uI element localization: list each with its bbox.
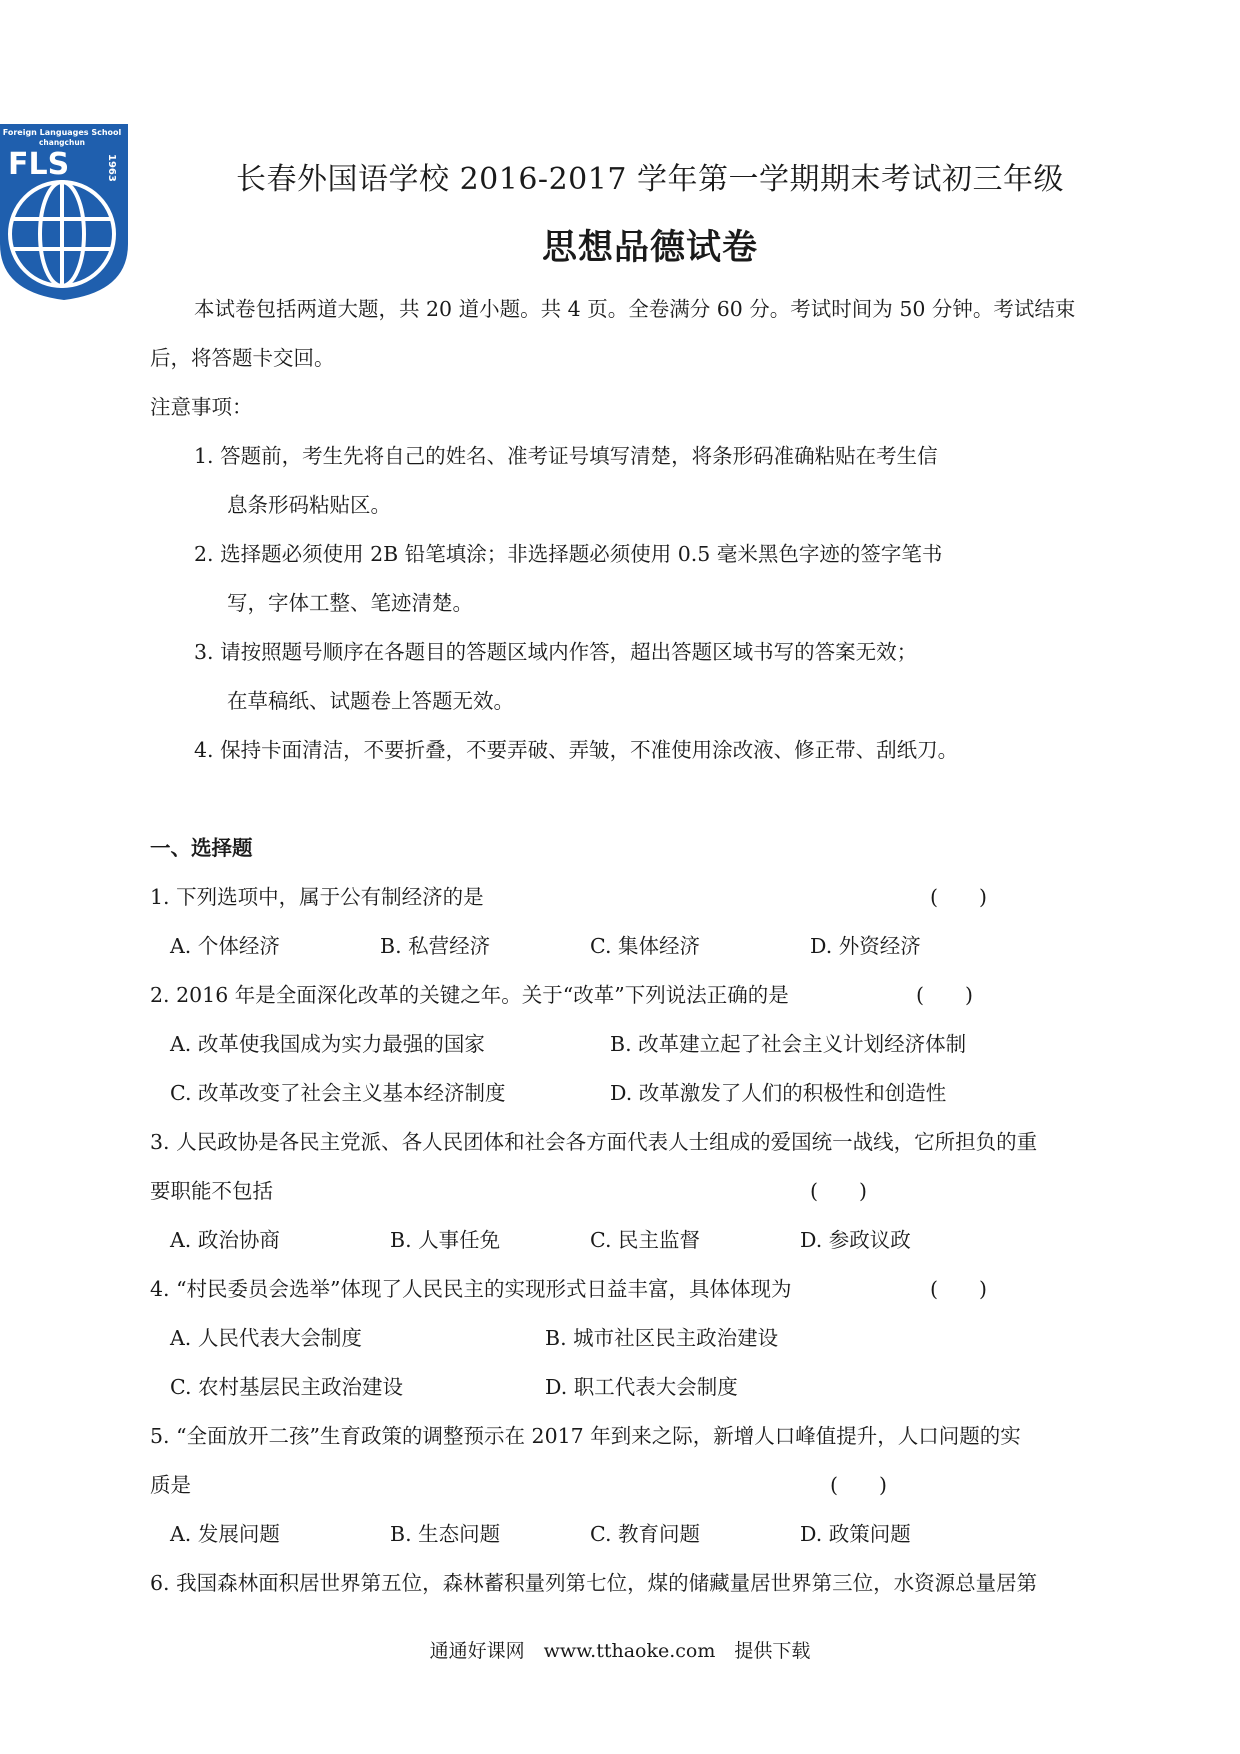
option-b: B. 人事任免 — [390, 1228, 501, 1252]
logo-abbr: FLS — [8, 147, 70, 182]
option-d: D. 改革激发了人们的积极性和创造性 — [610, 1081, 947, 1105]
option-c: C. 集体经济 — [590, 934, 700, 958]
notice-item-2: 2. 选择题必须使用 2B 铅笔填涂；非选择题必须使用 0.5 毫米黑色字迹的签字笔书 — [194, 542, 943, 566]
notice-item-2-cont: 写，字体工整、笔迹清楚。 — [227, 591, 473, 615]
option-d: D. 外资经济 — [810, 934, 921, 958]
answer-paren: ( ) — [930, 1277, 987, 1301]
question-2-options-cd — [150, 1069, 1110, 1118]
logo-city-en: changchun — [38, 138, 86, 147]
notice-heading: 注意事项： — [150, 395, 253, 419]
question-2-options-ab — [150, 1020, 1110, 1069]
question-3-stem-cont: 要职能不包括 ( ) — [150, 1167, 1110, 1216]
option-a: A. 发展问题 — [170, 1522, 280, 1546]
option-d: D. 参政议政 — [800, 1228, 911, 1252]
exam-body — [150, 285, 1110, 1608]
question-2-stem: 2. 2016 年是全面深化改革的关键之年。关于“改革”下列说法正确的是 ( ) — [150, 971, 1110, 1020]
option-c: C. 农村基层民主政治建设 — [170, 1375, 403, 1399]
option-b: B. 改革建立起了社会主义计划经济体制 — [610, 1032, 967, 1056]
question-1-stem: 1. 下列选项中，属于公有制经济的是 ( ) — [150, 873, 1110, 922]
logo-school-en: Foreign Languages School — [2, 128, 122, 137]
notice-item-4: 4. 保持卡面清洁，不要折叠，不要弄破、弄皱，不准使用涂改液、修正带、刮纸刀。 — [194, 738, 959, 762]
section-heading: 一、选择题 — [150, 836, 253, 860]
question-4-options-ab — [150, 1314, 1110, 1363]
intro-line-1: 本试卷包括两道大题，共 20 道小题。共 4 页。全卷满分 60 分。考试时间为 50 分钟。考试结束 — [194, 297, 1076, 321]
notice-item-3: 3. 请按照题号顺序在各题目的答题区域内作答，超出答题区域书写的答案无效； — [194, 640, 918, 664]
question-6-stem: 6. 我国森林面积居世界第五位，森林蓄积量列第七位，煤的储藏量居世界第三位，水资源总量居第 — [150, 1571, 1038, 1595]
question-3-stem: 3. 人民政协是各民主党派、各人民团体和社会各方面代表人士组成的爱国统一战线，它所担负的重 — [150, 1130, 1038, 1154]
option-a: A. 政治协商 — [170, 1228, 280, 1252]
answer-paren: ( ) — [810, 1179, 867, 1203]
notice-item-1: 1. 答题前，考生先将自己的姓名、准考证号填写清楚，将条形码准确粘贴在考生信 — [194, 444, 938, 468]
option-d: D. 政策问题 — [800, 1522, 911, 1546]
option-a: A. 人民代表大会制度 — [170, 1326, 362, 1350]
intro-line-2: 后，将答题卡交回。 — [150, 346, 335, 370]
exam-title: 长春外国语学校 2016-2017 学年第一学期期末考试初三年级 — [236, 162, 1064, 197]
option-b: B. 城市社区民主政治建设 — [545, 1326, 779, 1350]
option-b: B. 私营经济 — [380, 934, 491, 958]
logo-year: 1963 — [106, 154, 117, 182]
option-c: C. 改革改变了社会主义基本经济制度 — [170, 1081, 506, 1105]
question-1-options — [150, 922, 1110, 971]
school-logo — [0, 124, 128, 300]
question-5-stem-cont: 质是 ( ) — [150, 1461, 1110, 1510]
answer-paren: ( ) — [916, 983, 973, 1007]
option-d: D. 职工代表大会制度 — [545, 1375, 738, 1399]
question-5-stem: 5. “全面放开二孩”生育政策的调整预示在 2017 年到来之际，新增人口峰值提升，人口问题的实 — [150, 1424, 1021, 1448]
question-4-stem: 4. “村民委员会选举”体现了人民民主的实现形式日益丰富，具体体现为 ( ) — [150, 1265, 1110, 1314]
option-b: B. 生态问题 — [390, 1522, 501, 1546]
page-footer: 通通好课网 www.tthaoke.com 提供下载 — [429, 1640, 811, 1662]
option-c: C. 民主监督 — [590, 1228, 700, 1252]
option-a: A. 个体经济 — [170, 934, 280, 958]
option-c: C. 教育问题 — [590, 1522, 700, 1546]
answer-paren: ( ) — [830, 1473, 887, 1497]
question-4-options-cd — [150, 1363, 1110, 1412]
question-5-options — [150, 1510, 1110, 1559]
question-3-options — [150, 1216, 1110, 1265]
exam-subject-title: 思想品德试卷 — [541, 227, 758, 268]
answer-paren: ( ) — [930, 885, 987, 909]
option-a: A. 改革使我国成为实力最强的国家 — [170, 1032, 485, 1056]
notice-item-1-cont: 息条形码粘贴区。 — [227, 493, 391, 517]
notice-item-3-cont: 在草稿纸、试题卷上答题无效。 — [227, 689, 514, 713]
